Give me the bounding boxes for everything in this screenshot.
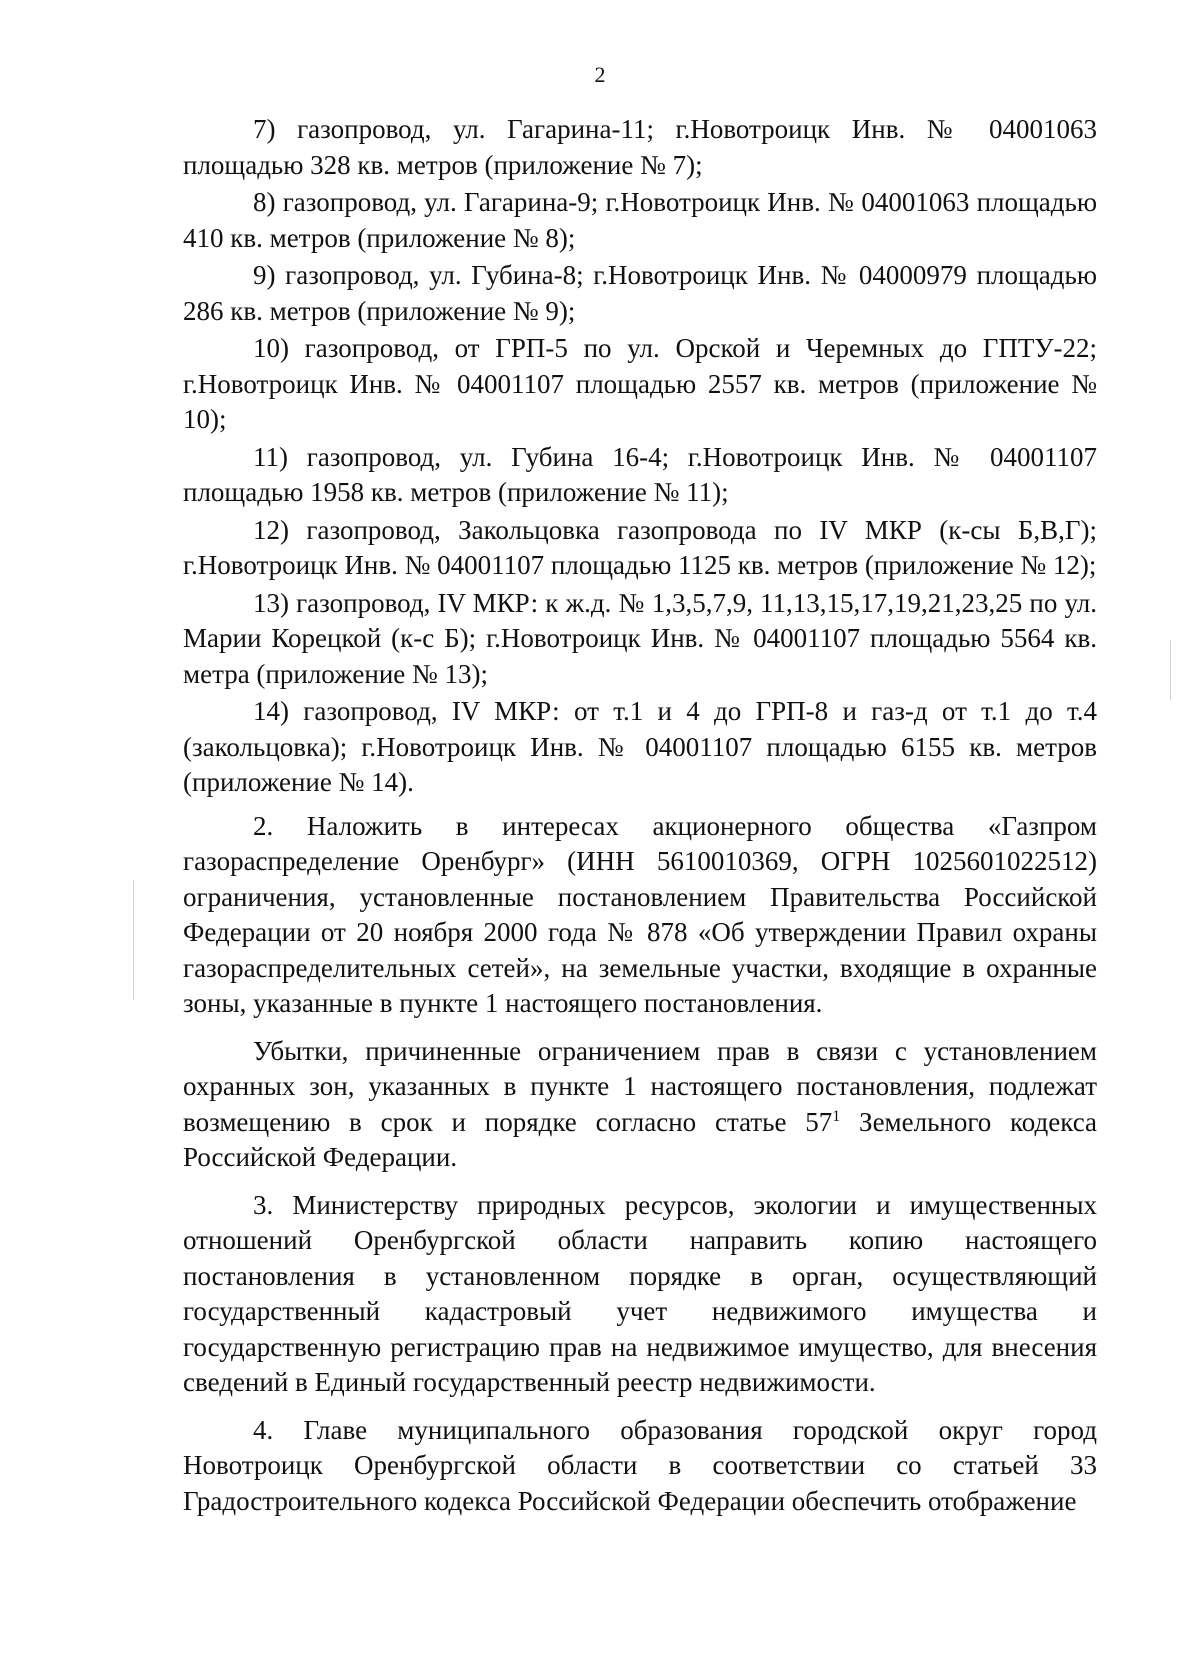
- article-superscript: 1: [832, 1107, 841, 1125]
- losses-text: Убытки, причиненные ограничением прав в связи с установлением охранных зон, указанных в пункте 1 настоящего постановления, подлежат возмещению в срок и порядке согласно статье 57: [183, 1035, 1097, 1137]
- document-body: [183, 112, 1097, 1531]
- list-item-14: 14) газопровод, IV МКР: от т.1 и 4 до ГРП-8 и газ-д от т.1 до т.4 (закольцовка); г.Новотроицк Инв. № 04001107 площадью 6155 кв. метров (приложение № 14).: [183, 696, 1097, 797]
- list-item-13: 13) газопровод, IV МКР: к ж.д. № 1,3,5,7,9, 11,13,15,17,19,21,23,25 по ул. Марии Корецкой (к-с Б); г.Новотроицк Инв. № 04001107 площадью 5564 кв. метра (приложение № 13);: [183, 587, 1097, 689]
- list-item-7: 7) газопровод, ул. Гагарина-11; г.Новотроицк Инв. № 04001063 площадью 328 кв. метров (приложение № 7);: [183, 114, 1097, 180]
- losses-paragraph: [183, 1034, 1097, 1176]
- list-item-8: 8) газопровод, ул. Гагарина-9; г.Новотроицк Инв. № 04001063 площадью 410 кв. метров (приложение № 8);: [183, 187, 1097, 253]
- list-item-12: 12) газопровод, Закольцовка газопровода по IV МКР (к-сы Б,В,Г); г.Новотроицк Инв. № 04001107 площадью 1125 кв. метров (приложение № 12);: [183, 514, 1097, 580]
- section-4-paragraph: 4. Главе муниципального образования городской округ город Новотроицк Оренбургской области в соответствии со статьей 33 Градостроительного кодекса Российской Федерации обеспечить отображение: [183, 1414, 1097, 1516]
- list-item-9: 9) газопровод, ул. Губина-8; г.Новотроицк Инв. № 04000979 площадью 286 кв. метров (приложение № 9);: [183, 260, 1097, 326]
- list-item-11: 11) газопровод, ул. Губина 16-4; г.Новотроицк Инв. № 04001107 площадью 1958 кв. метров (приложение № 11);: [183, 441, 1097, 507]
- scan-margin-line: [133, 880, 134, 1000]
- losses-text-end: Земельного кодекса Российской Федерации.: [183, 1106, 1097, 1172]
- section-3-paragraph: 3. Министерству природных ресурсов, экологии и имущественных отношений Оренбургской области направить копию настоящего постановления в установленном порядке в орган, осуществляющий государственный кадастровый учет недвижимого имущества и государственную регистрацию прав на недвижимое имущество, для внесения сведений в Единый государственный реестр недвижимости.: [183, 1189, 1097, 1397]
- scan-margin-line: [1170, 640, 1171, 700]
- page-number: 2: [594, 62, 606, 87]
- section-2-paragraph: 2. Наложить в интересах акционерного общества «Газпром газораспределение Оренбург» (ИНН 5610010369, ОГРН 1025601022512) ограничения, установленные постановлением Правительства Российской Федерации от 20 ноября 2000 года № 878 «Об утверждении Правил охраны газораспределительных сетей», на земельные участки, входящие в охранные зоны, указанные в пункте 1 настоящего постановления.: [183, 810, 1097, 1018]
- list-item-10: 10) газопровод, от ГРП-5 по ул. Орской и Черемных до ГПТУ-22; г.Новотроицк Инв. № 04001107 площадью 2557 кв. метров (приложение № 10);: [183, 333, 1097, 434]
